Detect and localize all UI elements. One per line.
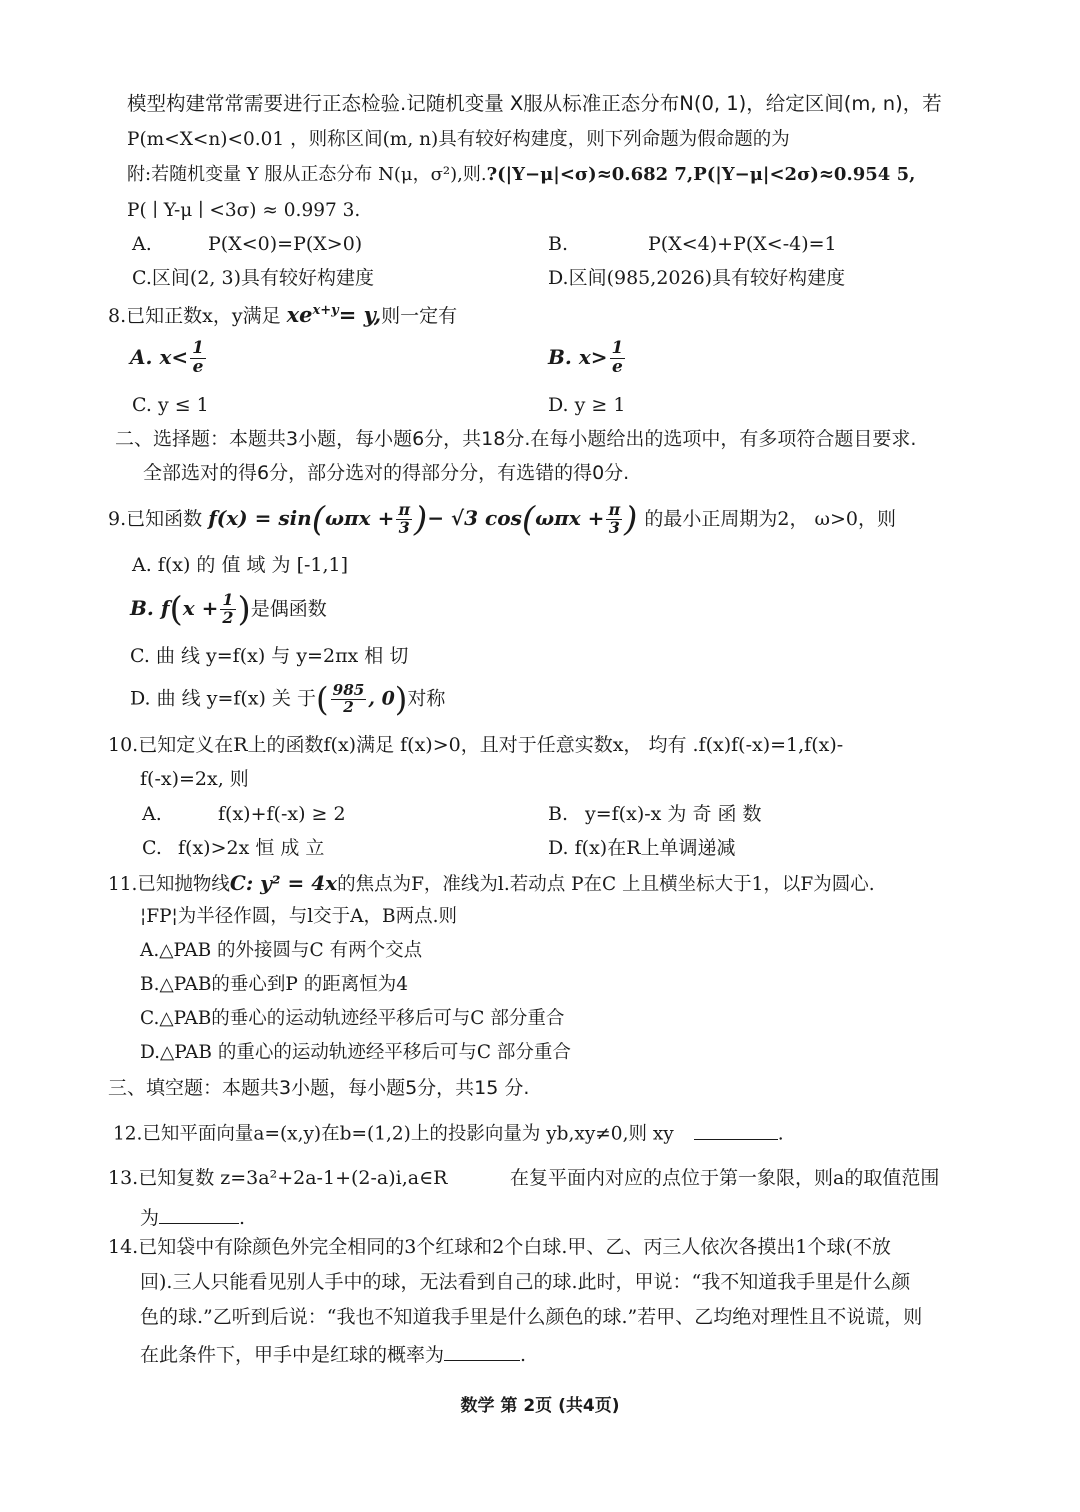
q9-optd-num: 985 xyxy=(332,681,365,699)
q14-line1: 14.已知袋中有除颜色外完全相同的3个红球和2个白球.甲、乙、丙三人依次各摸出1个球(不放 xyxy=(108,1236,891,1258)
q13-line1-a: 13.已知复数 z=3a²+2a-1+(2-a)i,a∈R xyxy=(108,1167,448,1189)
q9-f-mid: − √3 cos xyxy=(427,505,522,530)
q13-line1-b: 在复平面内对应的点位于第一象限，则a的取值范围 xyxy=(510,1167,940,1189)
q9-optb-paren-open: ( xyxy=(169,589,183,630)
q10-option-c-label: C. xyxy=(142,837,162,859)
q11-line2: ¦FP¦为半径作圆，与l交于A，B两点.则 xyxy=(140,906,458,927)
q11-option-a: A.△PAB 的外接圆与C 有两个交点 xyxy=(140,940,423,961)
q8-option-b-num: 1 xyxy=(611,338,624,358)
q9-f-lhs: f(x) = sin xyxy=(208,505,312,530)
q9-option-d xyxy=(130,680,446,719)
q12-stem: 12.已知平面向量a=(x,y)在b=(1,2)上的投影向量为 yb,xy≠0,则 xy xyxy=(113,1123,674,1145)
q9-option-c: C. 曲 线 y=f(x) 与 y=2πx 相 切 xyxy=(130,645,409,667)
q11-line1-text: 11.已知抛物线 xyxy=(108,874,230,895)
q8-option-a-den: e xyxy=(192,356,204,377)
q8-option-a-fraction xyxy=(190,340,206,377)
q11-line1-tail: 的焦点为F，准线为l.若动点 P在C 上且横坐标大于1，以F为圆心. xyxy=(337,874,875,895)
q9-optb-den: 2 xyxy=(222,607,234,627)
q7-line3-text: 附:若随机变量 Y 服从正态分布 N(μ，σ²),则. xyxy=(127,164,487,185)
q9-frac1-den: 3 xyxy=(398,517,410,537)
q9-fraction-2 xyxy=(606,502,622,537)
q9-option-b-text: 是偶函数 xyxy=(250,597,327,620)
q8-option-a-label: A. x< xyxy=(130,344,189,369)
q7-line4: P( ∣ Y-μ ∣ <3σ) ≈ 0.997 3. xyxy=(127,200,361,221)
q13-answer-blank[interactable] xyxy=(159,1204,239,1224)
q9-optb-fraction xyxy=(220,592,235,627)
q8-stem-text: 8.已知正数x，y满足 xyxy=(108,305,281,327)
q9-paren-close-1: ) xyxy=(414,499,428,540)
q12-text xyxy=(113,1120,784,1146)
q11-line1 xyxy=(108,871,875,896)
q10-option-d: D. f(x)在R上单调递减 xyxy=(548,837,736,859)
q8-option-a-num: 1 xyxy=(192,338,204,358)
q14-end: . xyxy=(520,1344,527,1366)
q9-frac2-den: 3 xyxy=(608,517,620,537)
q9-optd-fraction xyxy=(331,683,367,716)
q8-eq-base: xe xyxy=(286,302,313,327)
q8-option-c: C. y ≤ 1 xyxy=(132,394,209,416)
q9-paren-open-2: ( xyxy=(521,499,536,540)
q10-line1: 10.已知定义在R上的函数f(x)满足 f(x)>0，且对于任意实数x， 均有 .f(x)f(-x)=1,f(x)- xyxy=(108,734,844,756)
q7-line1: 模型构建常常需要进行正态检验.记随机变量 X服从标准正态分布N(0, 1)，给定区间(m, n)，若 xyxy=(127,92,942,115)
q9-fraction-1 xyxy=(396,502,412,537)
q9-paren-open-1: ( xyxy=(311,499,325,540)
q8-stem xyxy=(108,302,457,329)
q14-line2: 回).三人只能看见别人手中的球，无法看到自己的球.此时，甲说：“我不知道我手里是什么颜 xyxy=(140,1271,911,1293)
q7-line2: P(m<X<n)<0.01 ，则称区间(m, n)具有较好构建度，则下列命题为假命题的为 xyxy=(127,129,790,150)
q14-answer-blank[interactable] xyxy=(444,1341,520,1361)
q10-option-a-label: A. xyxy=(142,803,162,825)
q9-optd-paren-close: ) xyxy=(394,680,408,719)
q7-option-c: C.区间(2, 3)具有较好构建度 xyxy=(132,267,374,289)
q8-option-b xyxy=(548,340,627,377)
q9-optb-inner: x + xyxy=(182,595,219,620)
q10-option-c: f(x)>2x 恒 成 立 xyxy=(178,837,325,859)
q13-line2 xyxy=(140,1204,245,1231)
section2-heading: 二、选择题：本题共3小题，每小题6分，共18分.在每小题给出的选项中，有多项符合题目要求. xyxy=(115,428,917,450)
section2-instructions: 全部选对的得6分，部分选对的得部分分，有选错的得0分. xyxy=(143,462,630,484)
q7-line3-probs: ?(|Y−μ|<σ)≈0.682 7,P(|Y−μ|<2σ)≈0.954 5, xyxy=(486,164,916,185)
q9-option-d-text: D. 曲 线 y=f(x) 关 于 xyxy=(130,687,317,710)
q7-option-b: P(X<4)+P(X<-4)=1 xyxy=(648,233,837,255)
q9-stem xyxy=(108,499,897,540)
q9-option-d-tail: 对称 xyxy=(407,687,446,710)
q8-option-b-den: e xyxy=(612,356,623,377)
q8-option-b-fraction xyxy=(610,340,626,377)
q9-optd-zero: , 0 xyxy=(368,687,395,710)
q12-end: . xyxy=(777,1123,784,1145)
q11-parabola: C: y² = 4x xyxy=(229,871,338,895)
q10-line2: f(-x)=2x, 则 xyxy=(140,768,249,790)
q13-line2-text: 为 xyxy=(140,1207,160,1229)
q9-optb-num: 1 xyxy=(222,590,234,609)
q10-option-b: y=f(x)-x 为 奇 函 数 xyxy=(585,803,762,825)
q7-option-b-label: B. xyxy=(548,233,569,255)
q7-option-a: P(X<0)=P(X>0) xyxy=(208,233,363,255)
q9-frac1-num: π xyxy=(398,500,411,519)
q9-optb-paren-close: ) xyxy=(237,589,251,630)
q7-option-d: D.区间(985,2026)具有较好构建度 xyxy=(548,267,846,289)
q9-stem-tail: 的最小正周期为2， ω>0，则 xyxy=(644,507,897,530)
q7-line3 xyxy=(127,164,915,187)
q8-option-b-label: B. x> xyxy=(548,344,608,369)
page-footer: 数学 第 2页 (共4页) xyxy=(460,1396,620,1416)
q8-stem-tail: 则一定有 xyxy=(381,305,458,327)
q10-option-b-label: B. xyxy=(548,803,569,825)
q9-function xyxy=(208,499,644,540)
q8-eq-exponent: x+y xyxy=(312,303,339,318)
q10-option-a: f(x)+f(-x) ≥ 2 xyxy=(218,803,346,825)
q14-line4-text: 在此条件下，甲手中是红球的概率为 xyxy=(140,1344,445,1366)
q11-option-b: B.△PAB的垂心到P 的距离恒为4 xyxy=(140,974,409,995)
q7-option-a-label: A. xyxy=(132,233,152,255)
q9-f-inner1: ωπx + xyxy=(325,505,395,530)
q8-option-d: D. y ≥ 1 xyxy=(548,394,626,416)
q12-answer-blank[interactable] xyxy=(694,1120,778,1140)
q11-option-d: D.△PAB 的重心的运动轨迹经平移后可与C 部分重合 xyxy=(140,1042,571,1063)
q11-option-c: C.△PAB的垂心的运动轨迹经平移后可与C 部分重合 xyxy=(140,1008,565,1029)
q9-option-b xyxy=(130,589,327,630)
q9-stem-text: 9.已知函数 xyxy=(108,507,203,530)
q9-optd-den: 2 xyxy=(343,697,354,716)
q8-eq-rhs: = y, xyxy=(338,302,382,327)
q13-end: . xyxy=(239,1207,246,1229)
q9-option-a: A. f(x) 的 值 域 为 [-1,1] xyxy=(132,554,349,576)
q9-optd-paren-open: ( xyxy=(316,680,329,719)
q9-f-inner2: ωπx + xyxy=(535,505,605,530)
q14-line4 xyxy=(140,1341,526,1368)
q8-option-a xyxy=(130,340,208,377)
q9-option-b-label: B. f xyxy=(130,595,170,620)
q9-frac2-num: π xyxy=(608,500,621,519)
q9-paren-close-2: ) xyxy=(624,499,638,540)
q8-equation xyxy=(287,302,382,327)
q14-line3: 色的球.”乙听到后说：“我也不知道我手里是什么颜色的球.”若甲、乙均绝对理性且不说谎，则 xyxy=(140,1306,923,1328)
section3-heading: 三、填空题：本题共3小题，每小题5分，共15 分. xyxy=(108,1077,530,1099)
